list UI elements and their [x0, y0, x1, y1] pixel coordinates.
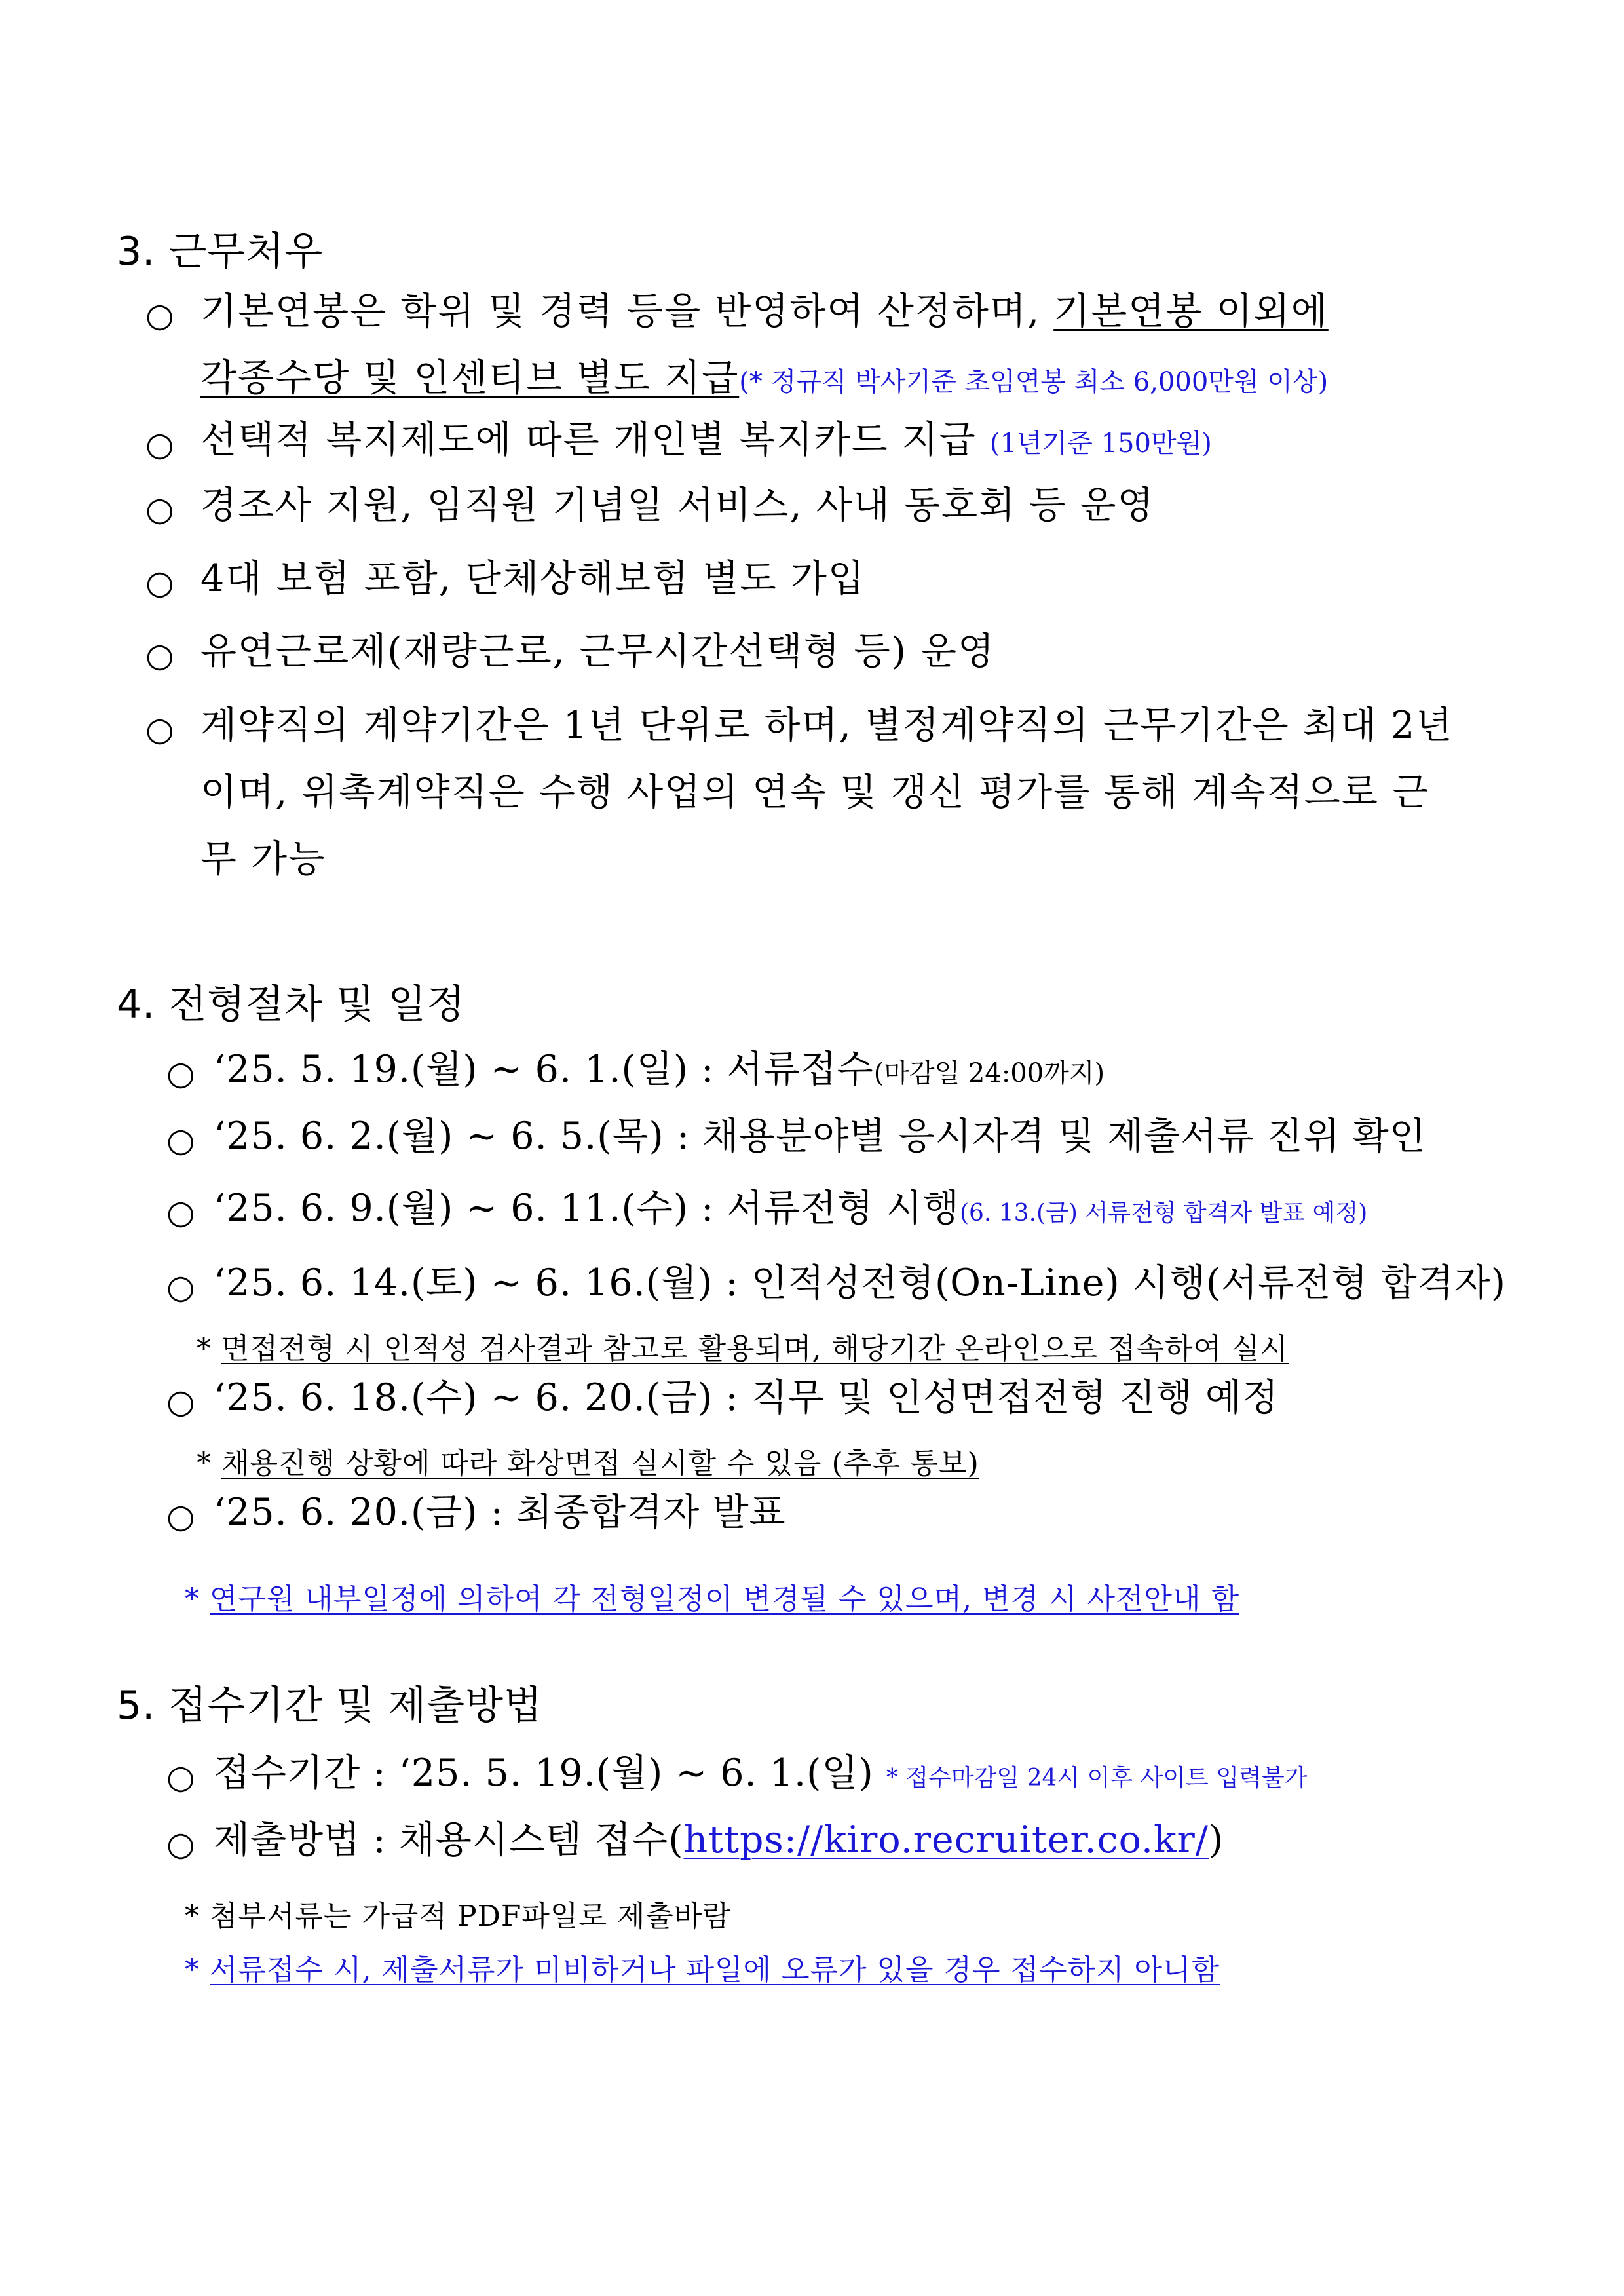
incomplete-docs-note: * 서류접수 시, 제출서류가 미비하거나 파일에 오류가 있을 경우 접수하지 아니함: [185, 1953, 1220, 1987]
bullet-icon: ○: [145, 710, 174, 748]
welfare-card-item: 선택적 복지제도에 따른 개인별 복지카드 지급 (1년기준 150만원): [200, 418, 1212, 461]
bullet-icon: ○: [166, 1121, 195, 1159]
interview-subnote: * 채용진행 상황에 따라 화상면접 실시할 수 있음 (추후 통보): [197, 1447, 979, 1480]
bullet-icon: ○: [145, 564, 174, 602]
bullet-icon: ○: [145, 636, 174, 674]
schedule-item-final-announcement: ‘25. 6. 20.(금) : 최종합격자 발표: [214, 1491, 786, 1534]
section-5-title: 5. 접수기간 및 제출방법: [117, 1683, 543, 1729]
schedule-item-interview: ‘25. 6. 18.(수) ~ 6. 20.(금) : 직무 및 인성면접전형 진행 예정: [214, 1376, 1279, 1419]
section-3-title: 3. 근무처우: [117, 229, 324, 275]
schedule-item-document-screening: ‘25. 6. 9.(월) ~ 6. 11.(수) : 서류전형 시행(6. 13.(금) 서류전형 합격자 발표 예정): [214, 1187, 1368, 1230]
bullet-icon: ○: [166, 1193, 195, 1231]
insurance-item: 4대 보험 포함, 단체상해보험 별도 가입: [200, 557, 865, 600]
event-support-item: 경조사 지원, 임직원 기념일 서비스, 사내 동호회 등 운영: [200, 484, 1155, 527]
schedule-item-application: ‘25. 5. 19.(월) ~ 6. 1.(일) : 서류접수(마감일 24:00까지): [214, 1048, 1105, 1091]
contract-item-line2: 이며, 위촉계약직은 수행 사업의 연속 및 갱신 평가를 통해 계속적으로 근: [200, 771, 1430, 814]
bullet-icon: ○: [166, 1054, 195, 1092]
bullet-icon: ○: [145, 490, 174, 528]
bullet-icon: ○: [166, 1758, 195, 1796]
welfare-card-note: (1년기준 150만원): [989, 429, 1212, 459]
contract-item-line1: 계약직의 계약기간은 1년 단위로 하며, 별정계약직의 근무기간은 최대 2년: [200, 704, 1454, 747]
salary-note: (* 정규직 박사기준 초임연봉 최소 6,000만원 이상): [739, 367, 1329, 397]
salary-item-line1: 기본연봉은 학위 및 경력 등을 반영하여 산정하며, 기본연봉 이외에: [200, 290, 1329, 333]
schedule-footnote: * 연구원 내부일정에 의하여 각 전형일정이 변경될 수 있으며, 변경 시 사전안내 함: [185, 1582, 1239, 1616]
bullet-icon: ○: [166, 1497, 195, 1535]
bullet-icon: ○: [166, 1383, 195, 1421]
recruiter-site-link[interactable]: https://kiro.recruiter.co.kr/: [683, 1818, 1209, 1862]
pdf-note: * 첨부서류는 가급적 PDF파일로 제출바람: [185, 1900, 731, 1933]
section-4-title: 4. 전형절차 및 일정: [117, 982, 466, 1027]
aptitude-test-subnote: * 면접전형 시 인적성 검사결과 참고로 활용되며, 해당기간 온라인으로 접속하여 실시: [197, 1332, 1289, 1366]
schedule-item-aptitude-test: ‘25. 6. 14.(토) ~ 6. 16.(월) : 인적성전형(On-Line) 시행(서류전형 합격자): [214, 1261, 1506, 1305]
bullet-icon: ○: [166, 1268, 195, 1306]
application-period-item: 접수기간 : ‘25. 5. 19.(월) ~ 6. 1.(일) * 접수마감일 24시 이후 사이트 입력불가: [214, 1751, 1308, 1795]
flexible-work-item: 유연근로제(재량근로, 근무시간선택형 등) 운영: [200, 630, 996, 673]
bullet-icon: ○: [145, 296, 174, 334]
bullet-icon: ○: [145, 425, 174, 463]
submission-method-item: 제출방법 : 채용시스템 접수(https://kiro.recruiter.co.kr/): [214, 1818, 1224, 1862]
bullet-icon: ○: [166, 1825, 195, 1863]
salary-item-line2: 각종수당 및 인센티브 별도 지급(* 정규직 박사기준 초임연봉 최소 6,000만원 이상): [200, 356, 1329, 400]
schedule-item-verification: ‘25. 6. 2.(월) ~ 6. 5.(목) : 채용분야별 응시자격 및 제출서류 진위 확인: [214, 1115, 1426, 1158]
contract-item-line3: 무 가능: [200, 837, 326, 881]
